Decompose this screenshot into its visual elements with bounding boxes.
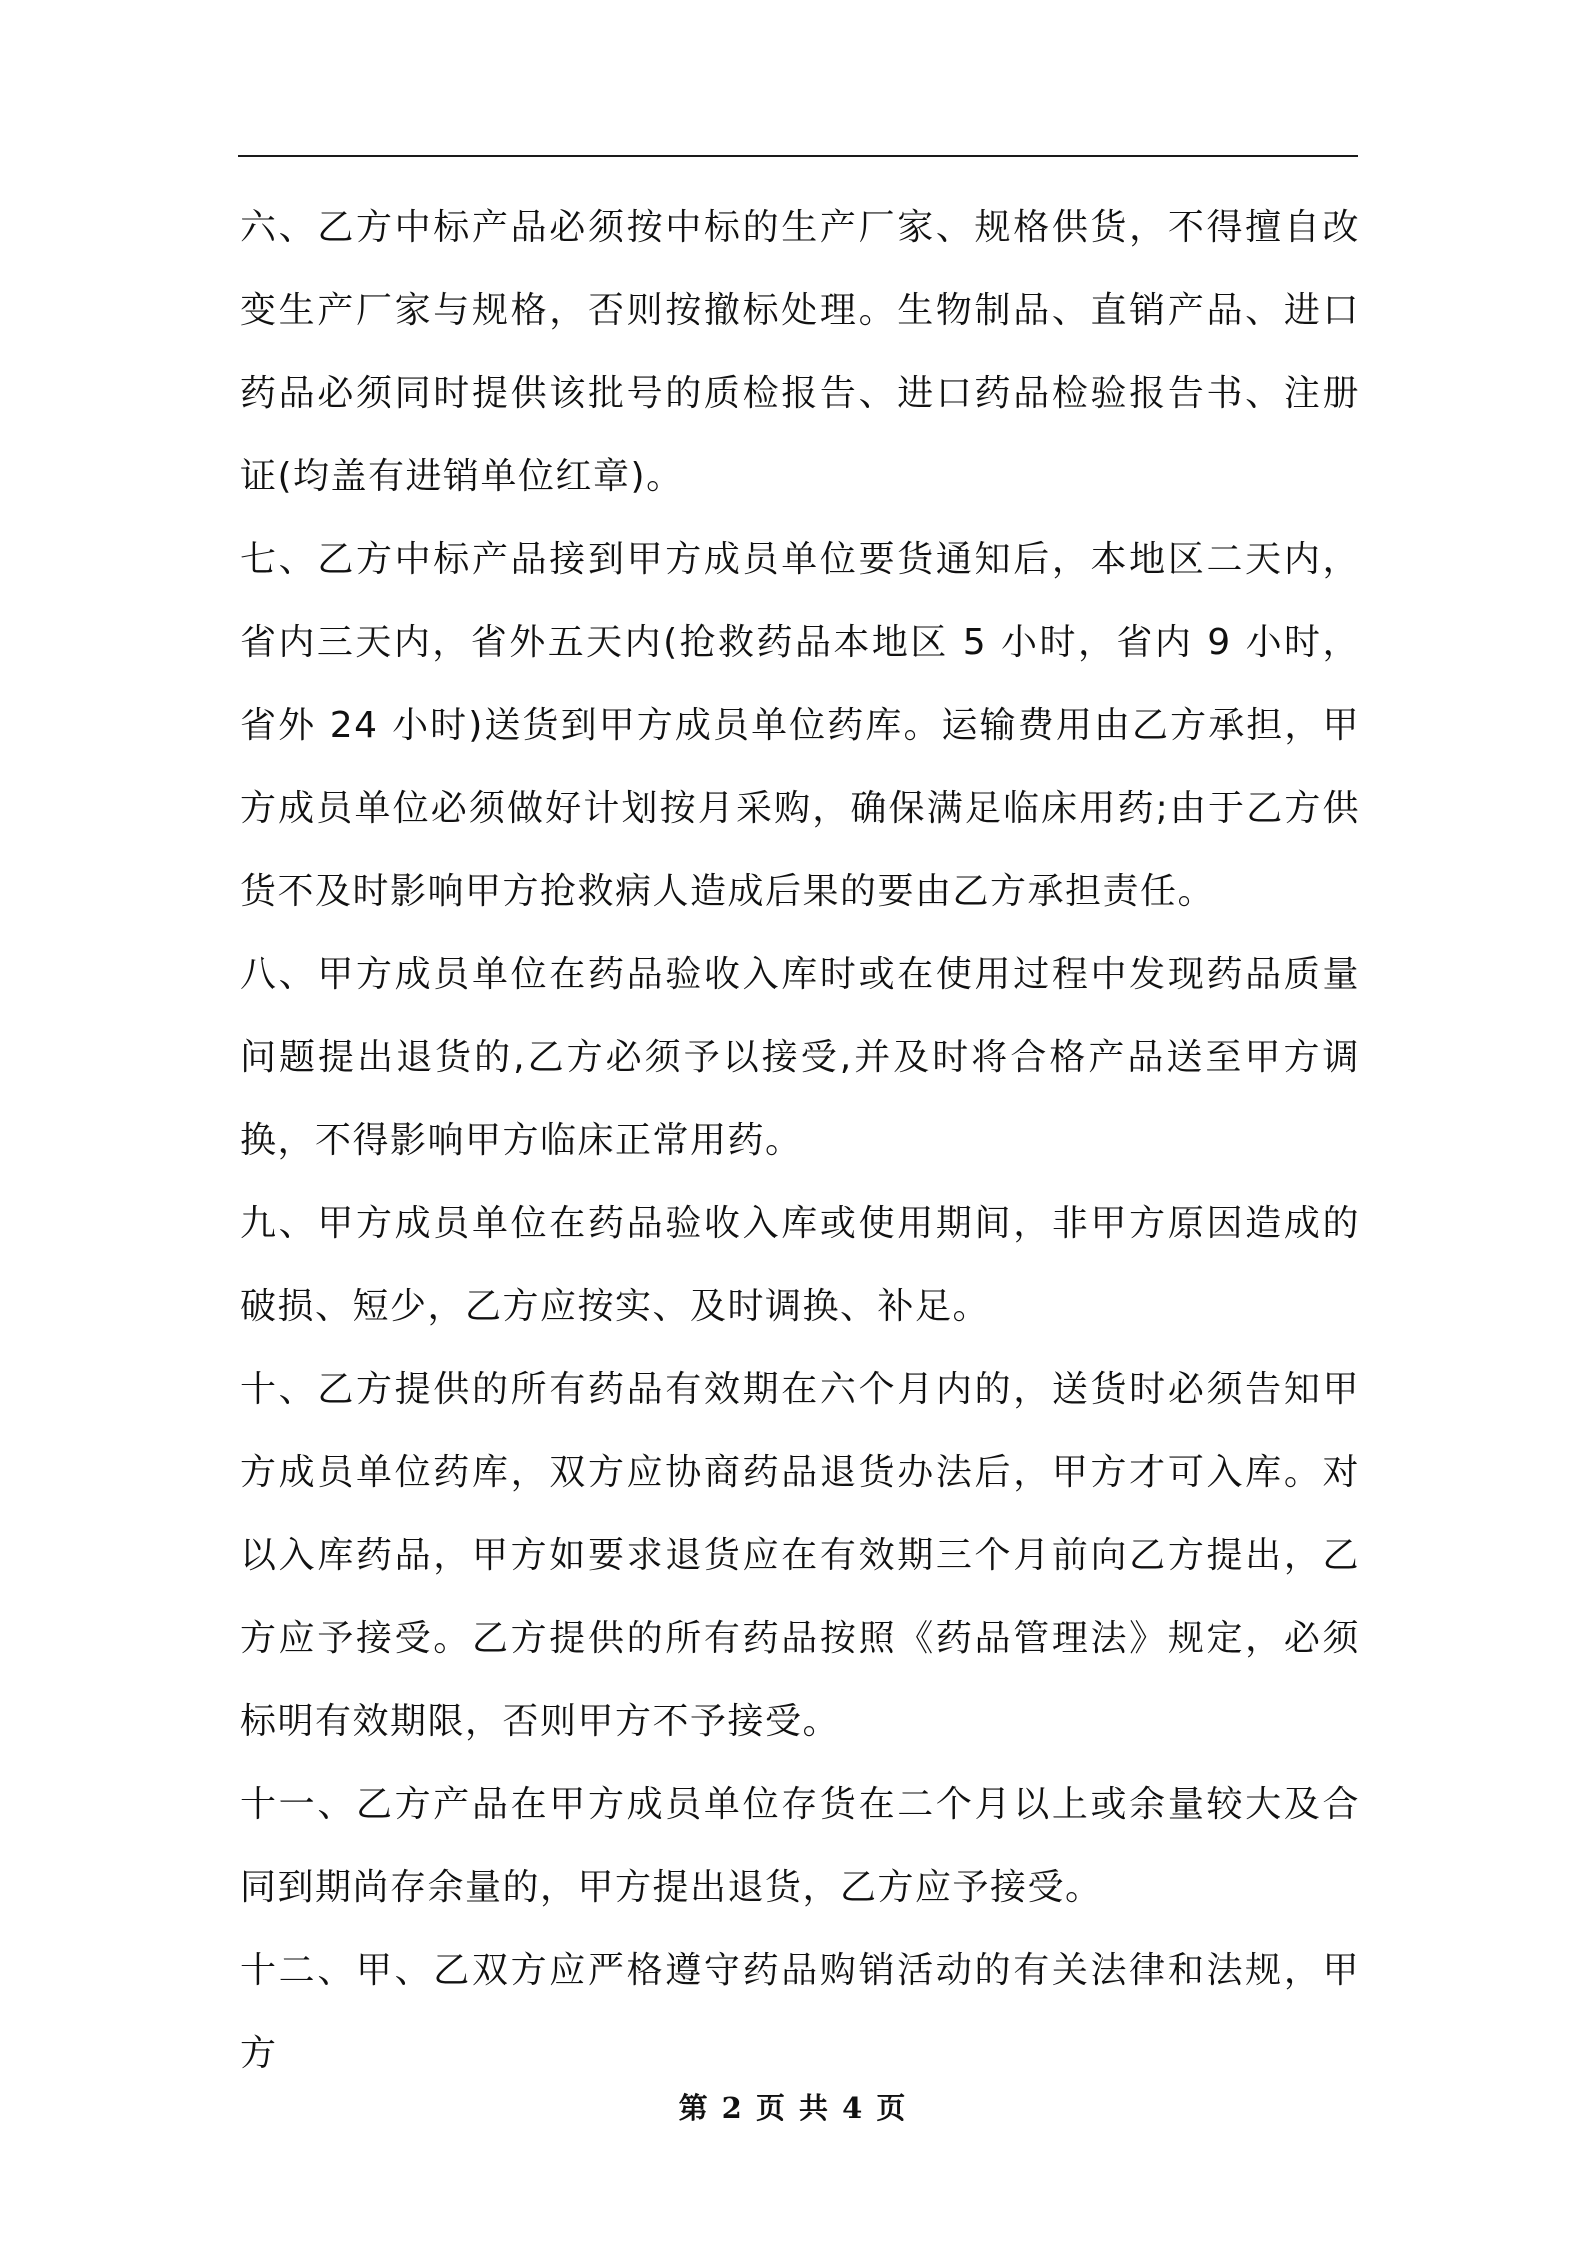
clause-7: 七、乙方中标产品接到甲方成员单位要货通知后，本地区二天内，省内三天内，省外五天内(抢救药品本地区 5 小时，省内 9 小时，省外 24 小时)送货到甲方成员单位药库。运输费用由乙方承担，甲方成员单位必须做好计划按月采购，确保满足临床用药;由于乙方供货不及时影响甲方抢救病人造成后果的要由乙方承担责任。 (240, 539, 1360, 912)
document-body (240, 186, 1360, 2095)
clause-6: 六、乙方中标产品必须按中标的生产厂家、规格供货，不得擅自改变生产厂家与规格，否则按撤标处理。生物制品、直销产品、进口药品必须同时提供该批号的质检报告、进口药品检验报告书、注册证(均盖有进销单位红章)。 (240, 207, 1360, 497)
clause-11: 十一、乙方产品在甲方成员单位存货在二个月以上或余量较大及合同到期尚存余量的，甲方提出退货，乙方应予接受。 (240, 1784, 1360, 1908)
clause-9: 九、甲方成员单位在药品验收入库或使用期间，非甲方原因造成的破损、短少，乙方应按实、及时调换、补足。 (240, 1203, 1360, 1327)
clause-10: 十、乙方提供的所有药品有效期在六个月内的，送货时必须告知甲方成员单位药库，双方应协商药品退货办法后，甲方才可入库。对以入库药品，甲方如要求退货应在有效期三个月前向乙方提出，乙方应予接受。乙方提供的所有药品按照《药品管理法》规定，必须标明有效期限，否则甲方不予接受。 (240, 1369, 1360, 1742)
header-rule (238, 155, 1358, 157)
clause-12: 十二、甲、乙双方应严格遵守药品购销活动的有关法律和法规，甲方 (240, 1950, 1360, 2074)
page-number: 第 2 页 共 4 页 (678, 2091, 908, 2125)
clause-8: 八、甲方成员单位在药品验收入库时或在使用过程中发现药品质量问题提出退货的,乙方必须予以接受,并及时将合格产品送至甲方调换，不得影响甲方临床正常用药。 (240, 954, 1360, 1161)
